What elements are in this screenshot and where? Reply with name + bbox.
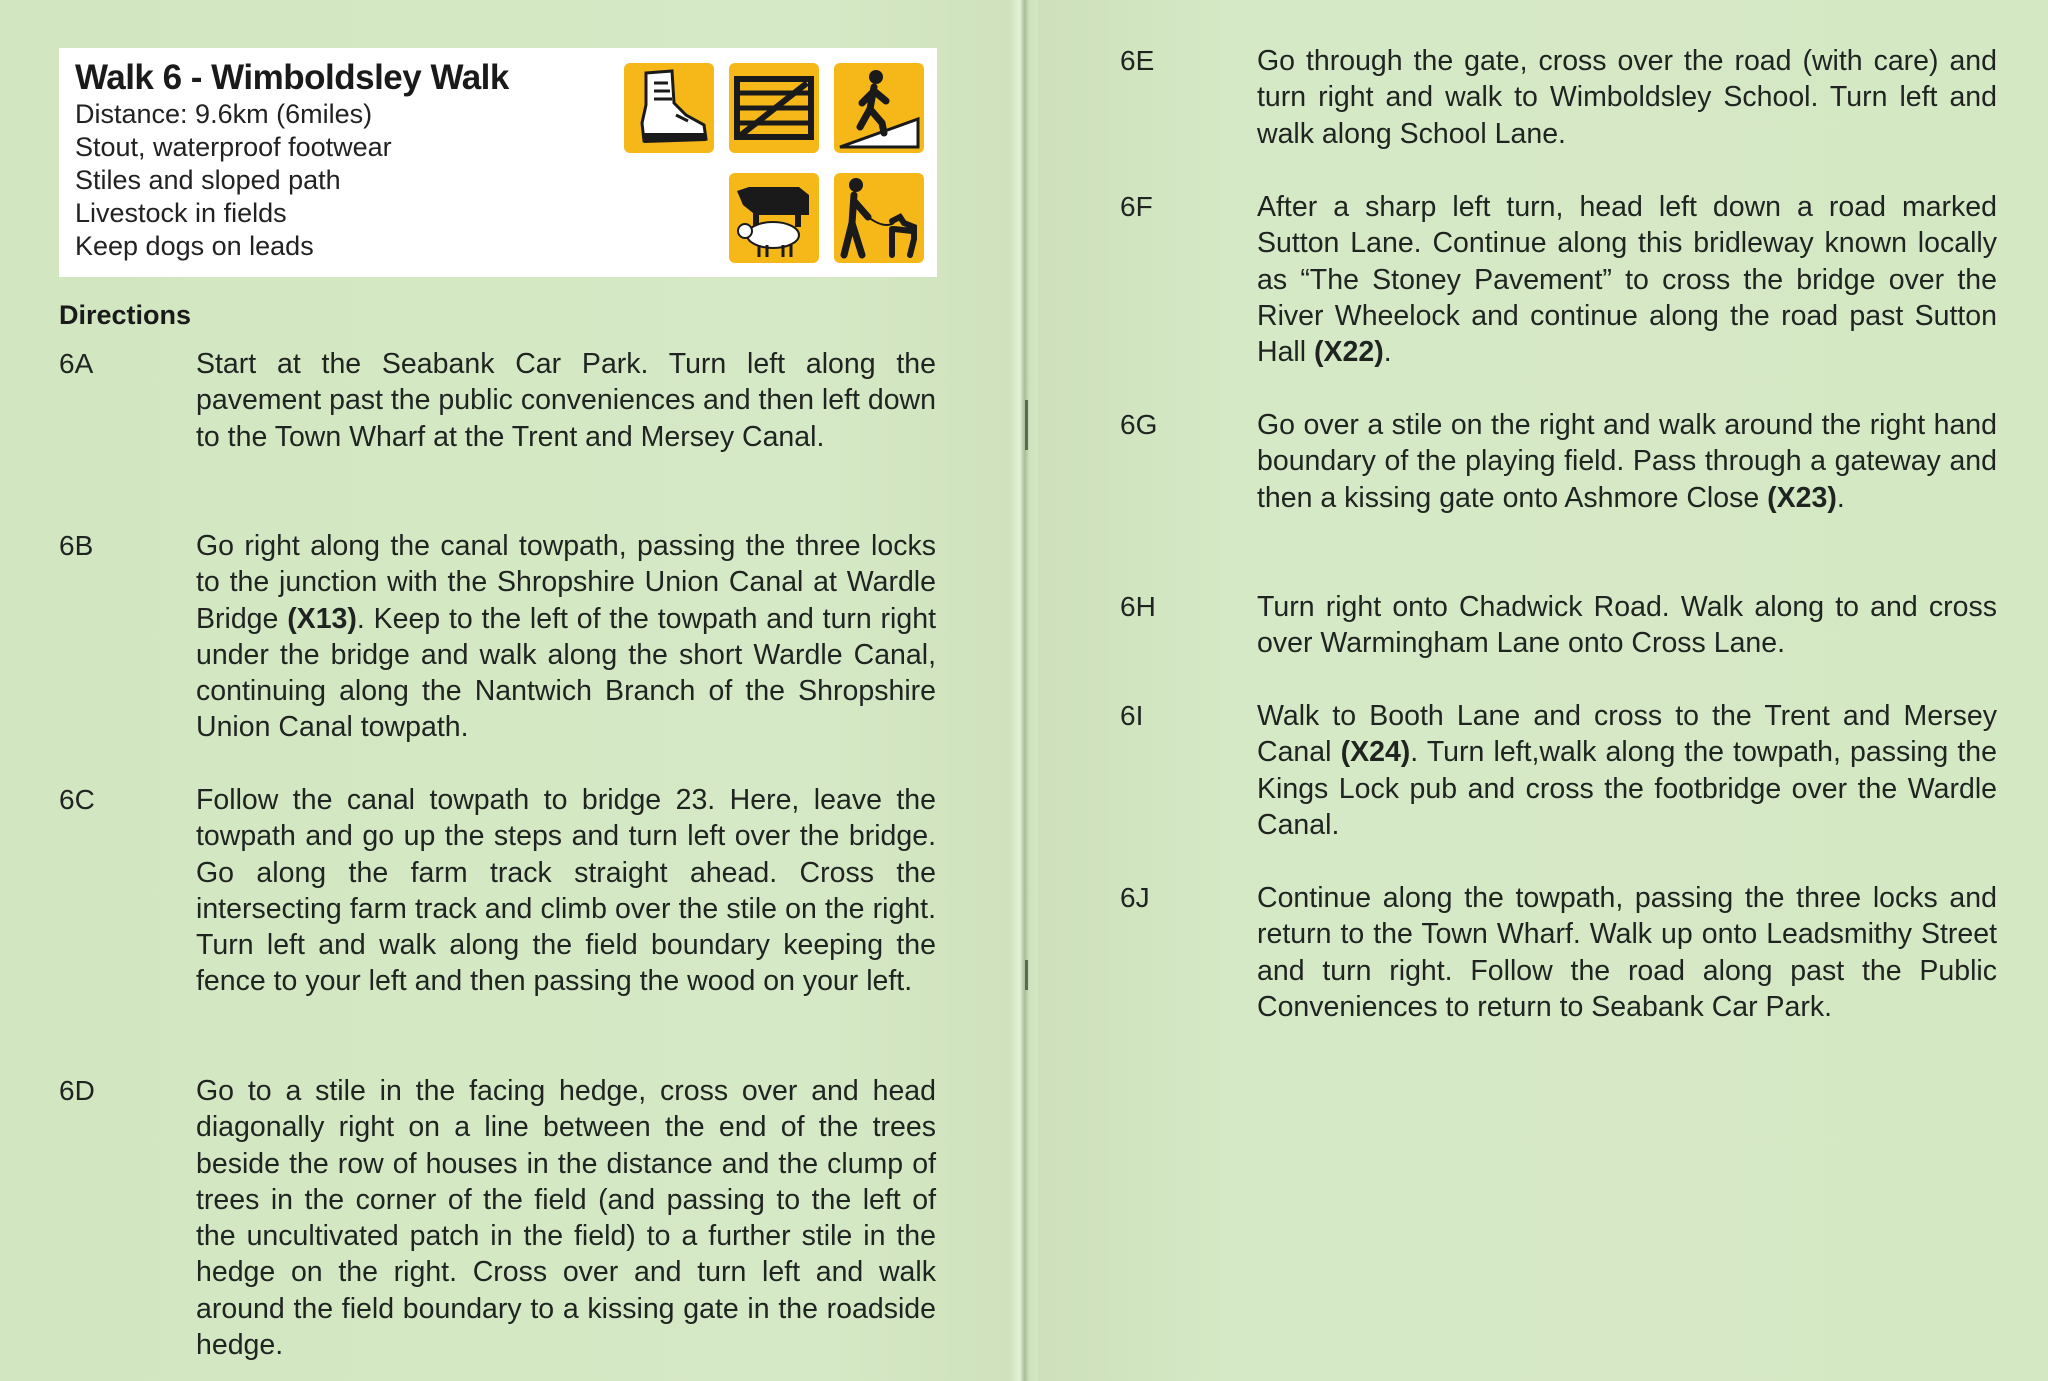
reference-marker: (X23)	[1767, 481, 1837, 514]
hill-walker-icon	[834, 63, 924, 153]
reference-marker: (X13)	[287, 602, 357, 635]
step-text: Continue along the towpath, passing the three locks and return to the Town Wharf. Walk up onto Leadsmithy Street and turn right. Follow the road along past the Public Conveniences to return to Seabank Car Park.	[1257, 882, 1997, 1023]
step-code: 6A	[59, 348, 94, 379]
step-code: 6E	[1120, 45, 1155, 76]
step-text: Go right along the canal towpath, passing the three locks to the junction with the Shropshire Union Canal at Wardle Bridge (X13). Keep to the left of the towpath and turn right under the bridge and walk along the short Wardle Canal, continuing along the Nantwich Branch of the Shropshire Union Canal towpath.	[196, 530, 936, 744]
step-code: 6J	[1120, 882, 1150, 913]
info-terrain: Stiles and sloped path	[75, 165, 341, 195]
step-code: 6F	[1120, 191, 1153, 222]
step-text: Start at the Seabank Car Park. Turn left along the pavement past the public conveniences and then left down to the Town Wharf at the Trent and Mersey Canal.	[196, 348, 936, 453]
step-text: Go through the gate, cross over the road (with care) and turn right and walk to Wimboldsley School. Turn left and walk along School Lane.	[1257, 45, 1997, 150]
step-text: After a sharp left turn, head left down a road marked Sutton Lane. Continue along this bridleway known locally as “The Stoney Pavement” to cross the bridge over the River Wheelock and continue along the road past Sutton Hall (X22).	[1257, 191, 1997, 369]
directions-heading: Directions	[59, 300, 192, 330]
gate-icon	[729, 63, 819, 153]
walking-boot-icon	[624, 63, 714, 153]
step-code: 6G	[1120, 409, 1158, 440]
spine-mark	[1025, 960, 1028, 990]
dog-on-lead-icon	[834, 173, 924, 263]
info-distance: Distance: 9.6km (6miles)	[75, 99, 373, 129]
step-code: 6C	[59, 784, 95, 815]
step-text: Go to a stile in the facing hedge, cross over and head diagonally right on a line between the end of the trees beside the row of houses in the distance and the clump of trees in the corner of the field (and passing to the left of the uncultivated patch in the field) to a further stile in the hedge on the right. Cross over and turn left and walk around the field boundary to a kissing gate in the roadside hedge.	[196, 1075, 936, 1362]
step-text: Walk to Booth Lane and cross to the Trent and Mersey Canal (X24). Turn left,walk along the towpath, passing the Kings Lock pub and cross the footbridge over the Wardle Canal.	[1257, 700, 1997, 841]
reference-marker: (X22)	[1314, 336, 1384, 369]
spine-mark	[1025, 400, 1028, 450]
info-dogs: Keep dogs on leads	[75, 231, 314, 261]
book-spine	[1010, 0, 1038, 1381]
walk-title: Walk 6 - Wimboldsley Walk	[75, 58, 509, 97]
step-code: 6D	[59, 1075, 95, 1106]
livestock-icon	[729, 173, 819, 263]
step-text: Go over a stile on the right and walk around the right hand boundary of the playing field. Pass through a gateway and then a kissing gate onto Ashmore Close (X23).	[1257, 409, 1997, 514]
walk-info-box	[59, 48, 937, 277]
step-code: 6I	[1120, 700, 1144, 731]
walk-info-list	[75, 98, 392, 263]
step-text: Turn right onto Chadwick Road. Walk along to and cross over Warmingham Lane onto Cross Lane.	[1257, 591, 1997, 660]
info-footwear: Stout, waterproof footwear	[75, 132, 392, 162]
reference-marker: (X24)	[1340, 736, 1411, 769]
info-livestock: Livestock in fields	[75, 198, 287, 228]
step-code: 6H	[1120, 591, 1156, 622]
step-text: Follow the canal towpath to bridge 23. Here, leave the towpath and go up the steps and turn left over the bridge. Go along the farm track straight ahead. Cross the intersecting farm track and climb over the stile on the right. Turn left and walk along the field boundary keeping the fence to your left and then passing the wood on your left.	[196, 784, 936, 998]
step-code: 6B	[59, 530, 94, 561]
